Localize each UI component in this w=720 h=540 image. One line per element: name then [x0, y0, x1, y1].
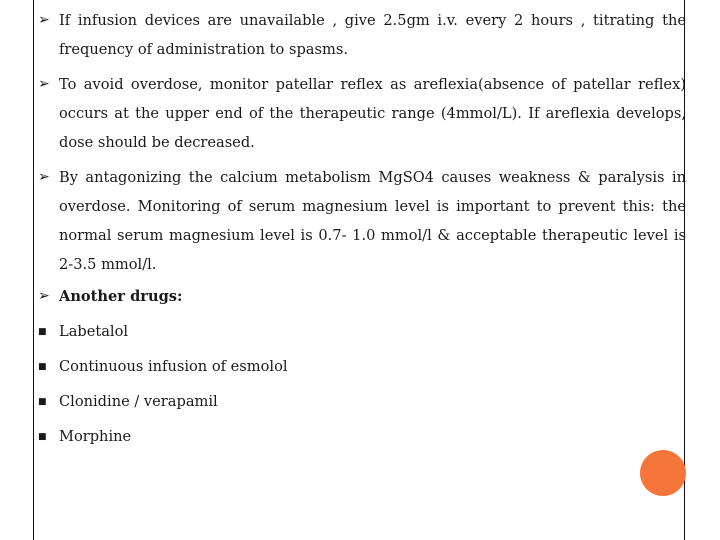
arrow-bullet-icon: ➢	[38, 12, 50, 28]
drug-name: Labetalol	[59, 323, 129, 340]
square-bullet-icon: ■	[38, 397, 47, 407]
orange-circle-decoration	[640, 450, 686, 496]
bullet-text: By antagonizing the calcium metabolism MgSO4 causes weakness & paralysis in overdose. Monitoring of serum magnesium level is important to prevent this: the normal serum magnesium level is 0.7- 1.0 mmol/l & acceptable therapeutic level is 2-3.5 mmol/l.	[59, 169, 686, 273]
bullet-text: To avoid overdose, monitor patellar reflex as areflexia(absence of patellar reflex) occurs at the upper end of the therapeutic range (4mmol/L). If areflexia develops, dose should be decreased.	[59, 76, 686, 151]
bullet-another-drugs	[38, 282, 686, 311]
square-bullet-icon: ■	[38, 432, 47, 442]
arrow-bullet-icon: ➢	[38, 288, 50, 304]
drug-name: Morphine	[59, 428, 132, 445]
slide-border-left	[33, 0, 34, 540]
arrow-bullet-icon: ➢	[38, 169, 50, 185]
bullet-infusion-devices	[38, 6, 686, 64]
drug-item-esmolol	[38, 352, 686, 381]
arrow-bullet-icon: ➢	[38, 76, 50, 92]
drug-item-morphine	[38, 422, 686, 451]
drug-item-labetalol	[38, 317, 686, 346]
slide-content	[38, 6, 686, 451]
square-bullet-icon: ■	[38, 362, 47, 372]
square-bullet-icon: ■	[38, 327, 47, 337]
bullet-avoid-overdose	[38, 70, 686, 157]
drug-item-clonidine	[38, 387, 686, 416]
bullet-calcium-metabolism	[38, 163, 686, 279]
drug-name: Clonidine / verapamil	[59, 393, 218, 410]
drug-name: Continuous infusion of esmolol	[59, 358, 288, 375]
bullet-text: If infusion devices are unavailable , give 2.5gm i.v. every 2 hours , titrating the frequency of administration to spasms.	[59, 12, 686, 58]
another-drugs-heading: Another drugs:	[59, 288, 183, 305]
